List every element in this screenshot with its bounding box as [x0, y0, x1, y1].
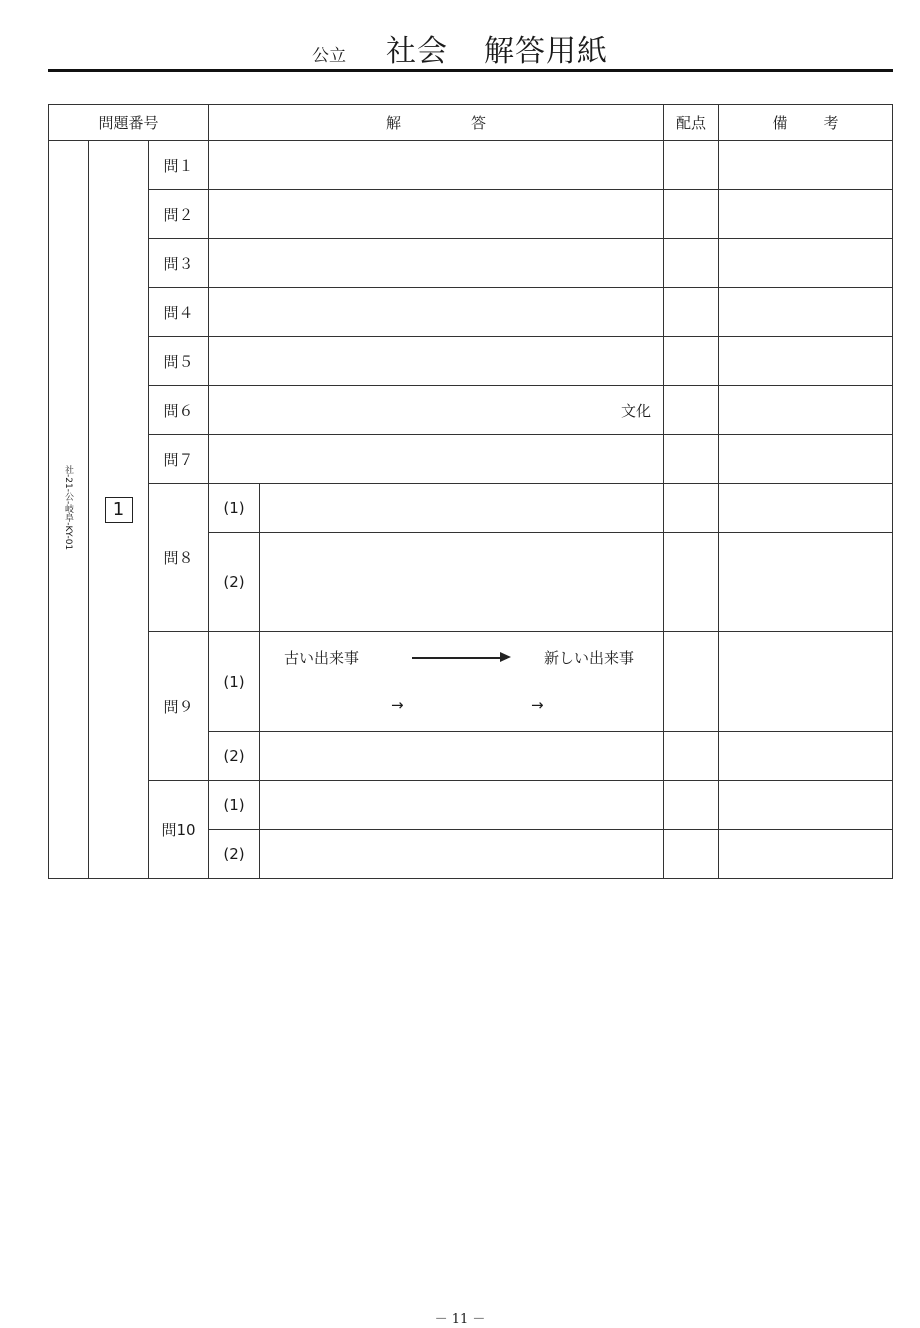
remarks-cell: [719, 830, 893, 879]
question-label: 問９: [149, 632, 209, 781]
event-order-guide: [260, 632, 663, 731]
remarks-cell: [719, 190, 893, 239]
side-code: 社-21-公-岐阜-KY-01: [63, 464, 73, 551]
answer-field-q2[interactable]: [209, 190, 664, 239]
subpart-label: (1): [209, 484, 260, 533]
order-arrow: →: [531, 696, 544, 714]
subpart-label: (2): [209, 533, 260, 632]
question-label: 問８: [149, 484, 209, 632]
subpart-label: (1): [209, 632, 260, 732]
header-row: [49, 105, 893, 141]
remarks-cell: [719, 484, 893, 533]
side-code-cell: [49, 141, 89, 879]
points-cell: [664, 288, 719, 337]
question-label: 問７: [149, 435, 209, 484]
old-event-label: 古い出来事: [284, 649, 360, 667]
answer-field-q8-2[interactable]: [260, 533, 664, 632]
answer-field-q9-1[interactable]: [260, 632, 664, 732]
question-label: 問６: [149, 386, 209, 435]
header-number: 問題番号: [49, 105, 209, 141]
question-label: 問１: [149, 141, 209, 190]
points-cell: [664, 830, 719, 879]
subpart-label: (1): [209, 781, 260, 830]
question-label: 問10: [149, 781, 209, 879]
points-cell: [664, 781, 719, 830]
remarks-cell: [719, 239, 893, 288]
points-cell: [664, 732, 719, 781]
question-label: 問３: [149, 239, 209, 288]
remarks-cell: [719, 781, 893, 830]
title-prefix: 公立: [312, 46, 346, 66]
points-cell: [664, 533, 719, 632]
subpart-label: (2): [209, 732, 260, 781]
answer-field-q10-1[interactable]: [260, 781, 664, 830]
header-remarks: 備 考: [719, 105, 893, 141]
remarks-cell: [719, 533, 893, 632]
answer-field-q1[interactable]: [209, 141, 664, 190]
remarks-cell: [719, 435, 893, 484]
header-points: 配点: [664, 105, 719, 141]
section-cell: [89, 141, 149, 879]
timeline-arrow-line: [412, 657, 507, 659]
answer-field-q4[interactable]: [209, 288, 664, 337]
answer-field-q10-2[interactable]: [260, 830, 664, 879]
subpart-label: (2): [209, 830, 260, 879]
answer-field-q5[interactable]: [209, 337, 664, 386]
answer-field-q9-2[interactable]: [260, 732, 664, 781]
page-number: － 11 －: [434, 1312, 486, 1327]
sheet-title: [0, 26, 920, 70]
remarks-cell: [719, 632, 893, 732]
points-cell: [664, 337, 719, 386]
timeline-arrow-head: [500, 652, 511, 662]
points-cell: [664, 632, 719, 732]
points-cell: [664, 190, 719, 239]
answer-field-q6[interactable]: [209, 386, 664, 435]
title-underline: [48, 69, 893, 72]
remarks-cell: [719, 386, 893, 435]
answer-field-q7[interactable]: [209, 435, 664, 484]
points-cell: [664, 141, 719, 190]
points-cell: [664, 435, 719, 484]
answer-field-q8-1[interactable]: [260, 484, 664, 533]
points-cell: [664, 239, 719, 288]
new-event-label: 新しい出来事: [544, 649, 635, 667]
section-number: 1: [105, 497, 133, 523]
question-label: 問４: [149, 288, 209, 337]
question-label: 問２: [149, 190, 209, 239]
remarks-cell: [719, 732, 893, 781]
points-cell: [664, 386, 719, 435]
question-label: 問５: [149, 337, 209, 386]
title-sheet: 解答用紙: [484, 34, 608, 69]
points-cell: [664, 484, 719, 533]
answer-table: [48, 104, 893, 879]
answer-field-q3[interactable]: [209, 239, 664, 288]
header-answer: 解 答: [209, 105, 664, 141]
remarks-cell: [719, 337, 893, 386]
title-subject: 社会: [386, 34, 448, 69]
order-arrow: →: [391, 696, 404, 714]
remarks-cell: [719, 288, 893, 337]
q6-suffix: 文化: [620, 401, 651, 420]
remarks-cell: [719, 141, 893, 190]
